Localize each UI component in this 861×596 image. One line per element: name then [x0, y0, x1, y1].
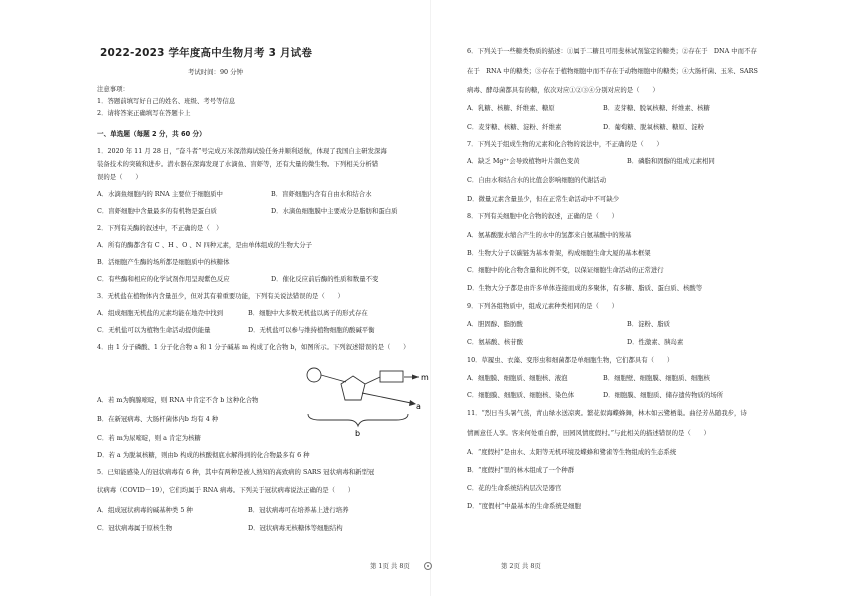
q5-option-b: B．冠状病毒可在培养基上进行培养 — [248, 506, 349, 514]
q7-option-b: B．磷脂和固醇的组成元素相同 — [627, 157, 715, 165]
q1-option-c: C．盲虾细胞中含量最多的有机物是蛋白质 — [97, 207, 217, 215]
phosphate-bond — [321, 375, 346, 382]
phosphate-circle — [307, 368, 321, 382]
label-b: b — [355, 429, 361, 438]
base-bond — [365, 377, 380, 384]
q5-option-a: A．组成冠状病毒的碱基种类 5 种 — [97, 506, 193, 514]
q1-stem-line3: 误的是（ ） — [97, 173, 142, 181]
notice-heading: 注意事项： — [97, 85, 129, 93]
q7-option-a: A．缺乏 Mg²⁺会导致植物叶片颜色变黄 — [467, 157, 580, 165]
q10-option-b: B．细胞壁、细胞膜、细胞质、细胞核 — [603, 374, 710, 382]
q4-option-b: B．在新冠病毒、大肠杆菌体内b 均有 4 种 — [97, 415, 219, 423]
q9-option-b: B．淀粉、脂质 — [627, 320, 671, 328]
q6-option-a: A．乳糖、核糖、纤维素、糖原 — [467, 104, 555, 112]
q1-option-d: D．水滴鱼细胞膜中主要成分是脂肪和蛋白质 — [271, 207, 398, 215]
q8-option-c: C．细胞中的化合物含量和比例不变，以保证细胞生命活动的正常进行 — [467, 266, 664, 274]
q6-stem-line1: 6．下列关于一些糖类物质的描述：①属于二糖且可用斐林试剂鉴定的糖类；②存在于 DNA 中而不存 — [467, 47, 757, 55]
q2-stem: 2．下列有关酶的叙述中，不正确的是（ ） — [97, 224, 223, 232]
nucleotide-diagram — [304, 358, 432, 440]
q4-option-d: D．若 a 为脱氧核糖，则由b 构成的核酸彻底水解得到的化合物最多有 6 种 — [97, 451, 310, 459]
page-2-footer: 第 2页 共 8页 — [501, 562, 541, 570]
a-arrow — [362, 393, 411, 403]
page-1-footer: 第 1页 共 8页 — [370, 562, 410, 570]
q10-option-a: A．细胞膜、细胞质、细胞核、液泡 — [467, 374, 568, 382]
q4-stem: 4．由 1 分子磷酸、1 分子化合物 a 和 1 分子碱基 m 构成了化合物 b，如图所示。下列叙述错误的是（ ） — [97, 343, 410, 351]
q1-stem-line2: 装备技术的突破和进步。潜水器在深海发现了水滴鱼、盲虾等，还有大量的微生物。下列相关分析错 — [97, 160, 379, 168]
notice-1: 1．答题前填写好自己的姓名、班级、考号等信息 — [97, 97, 236, 105]
a-arrowhead — [409, 400, 416, 406]
q2-option-b: B．活细胞产生酶的场所都是细胞质中的核糖体 — [97, 258, 230, 266]
q8-option-b: B．生物大分子以碳链为基本骨架，构成细胞生命大厦的基本框架 — [467, 249, 651, 257]
q5-option-d: D．冠状病毒无核糖体等细胞结构 — [248, 524, 343, 532]
q6-option-b: B．麦芽糖、脱氧核糖、纤维素、核糖 — [603, 104, 710, 112]
q11-stem-line2: 情画意任人享。客来何处重自醉，田园风情度假村。”与此相关的描述错误的是（ ） — [467, 429, 710, 437]
q6-option-c: C．麦芽糖、核糖、淀粉、纤维素 — [467, 123, 562, 131]
q2-option-a: A．所有的酶都含有 C 、H 、O 、N 四种元素，是由单体组成的生物大分子 — [97, 241, 313, 249]
q6-option-d: D．葡萄糖、脱氧核糖、糖原、淀粉 — [603, 123, 704, 131]
q7-option-d: D．微量元素含量虽少，但在正常生命活动中不可缺少 — [467, 195, 620, 203]
q11-stem-line1: 11．“烈日当头暑气蒸，青山绿水送凉爽。繁花似海蝶蜂舞，林木如云鹭栖巢。曲径芳丛随我步，诗 — [467, 409, 747, 417]
q11-option-d: D．“度假村”中最基本的生命系统是细胞 — [467, 502, 581, 510]
q5-option-c: C．冠状病毒属于原核生物 — [97, 524, 173, 532]
q6-stem-line2: 在于 RNA 中的糖类；③存在于植物细胞中而不存在于动物细胞中的糖类；④大肠杆菌、玉米、SARS — [467, 67, 758, 75]
q1-option-b: B．盲虾细胞内含有自由水和结合水 — [271, 190, 372, 198]
pentose-ring — [341, 376, 365, 400]
q2-option-c: C．有些酶和相应的化学试剂作用呈现紫色反应 — [97, 275, 230, 283]
page-2 — [431, 0, 861, 596]
exam-title: 2022-2023 学年度高中生物月考 3 月试卷 — [100, 47, 313, 59]
q11-option-a: A．“度假村”是由水、太阳等无机环境及蝶蜂和鹭雀等生物组成的生态系统 — [467, 448, 677, 456]
q5-stem-line2: 状病毒（COVID－19），它们均属于 RNA 病毒。下列关于冠状病毒说法正确的是（ ） — [97, 486, 355, 494]
q10-option-d: D．细胞膜、细胞质、储存遗传物质的场所 — [603, 391, 724, 399]
q3-stem: 3．无机盐在植物体内含量虽少，但对其有着重要功能，下列有关说法错误的是（ ） — [97, 292, 344, 300]
q8-option-d: D．生物大分子都是由许多单体连接而成的多聚体，有多糖、脂质、蛋白质、核酸等 — [467, 284, 703, 292]
q3-option-c: C．无机盐可以为植物生命活动提供能量 — [97, 326, 211, 334]
q7-stem: 7．下列关于组成生物的元素和化合物的说法中，不正确的是（ ） — [467, 140, 663, 148]
section-heading: 一、单选题（每题 2 分，共 60 分） — [97, 130, 206, 138]
q3-option-b: B．细胞中大多数无机盐以离子的形式存在 — [248, 309, 368, 317]
q5-stem-line1: 5．已知能感染人的冠状病毒有 6 种，其中有两种是被人熟知的高致病的 SARS 冠状病毒和新型冠 — [97, 468, 375, 476]
q11-option-b: B．“度假村”里的林木组成了一个种群 — [467, 466, 575, 474]
base-rect — [380, 371, 403, 382]
q1-option-a: A．水滴鱼细胞内的 RNA 主要位于细胞质中 — [97, 190, 223, 198]
q7-option-c: C．自由水和结合水的比值会影响细胞的代谢活动 — [467, 176, 607, 184]
q9-option-a: A．胆固醇、脂肪酸 — [467, 320, 523, 328]
notice-2: 2．请将答案正确填写在答题卡上 — [97, 109, 191, 117]
q9-stem: 9．下列各组物质中，组成元素种类相同的是（ ） — [467, 302, 619, 310]
label-a: a — [416, 402, 421, 411]
q9-option-d: D．性激素、胰岛素 — [627, 338, 684, 346]
q10-stem: 10．草履虫、衣藻、变形虫和细菌都是单细胞生物，它们都具有（ ） — [467, 356, 674, 364]
q4-option-c: C．若 m为尿嘧啶，则 a 肯定为核糖 — [97, 434, 201, 442]
q4-option-a: A．若 m为胸腺嘧啶，则 RNA 中肯定不含 b 这种化合物 — [97, 396, 259, 404]
q9-option-c: C．氨基酸、核苷酸 — [467, 338, 524, 346]
q2-option-d: D．催化反应前后酶的性质和数量不变 — [271, 275, 379, 283]
q11-option-c: C．花的生命系统结构层次是器官 — [467, 484, 562, 492]
q8-option-a: A．氨基酸脱水缩合产生的水中的氢都来自氨基酸中的羧基 — [467, 231, 632, 239]
q3-option-a: A．组成细胞无机盐的元素均能在地壳中找到 — [97, 309, 224, 317]
q8-stem: 8．下列有关细胞中化合物的叙述，正确的是（ ） — [467, 212, 619, 220]
q1-stem-line1: 1．2020 年 11 月 28 日，“奋斗者”号完成万米深潜海试验任务并顺利返航，体现了我国自主研发深海 — [97, 147, 387, 155]
m-arrowhead — [412, 375, 419, 380]
b-brace — [308, 414, 408, 426]
exam-time: 考试时间：90 分钟 — [188, 68, 243, 76]
label-m: m — [421, 373, 429, 382]
q6-stem-line3: 病毒、酵母菌都具有的糖，依次对应①②③④分别对应的是（ ） — [467, 86, 659, 94]
page-1 — [0, 0, 430, 596]
q3-option-d: D．无机盐可以参与维持植物细胞的酸碱平衡 — [248, 326, 375, 334]
q10-option-c: C．细胞膜、细胞质、细胞核、染色体 — [467, 391, 575, 399]
